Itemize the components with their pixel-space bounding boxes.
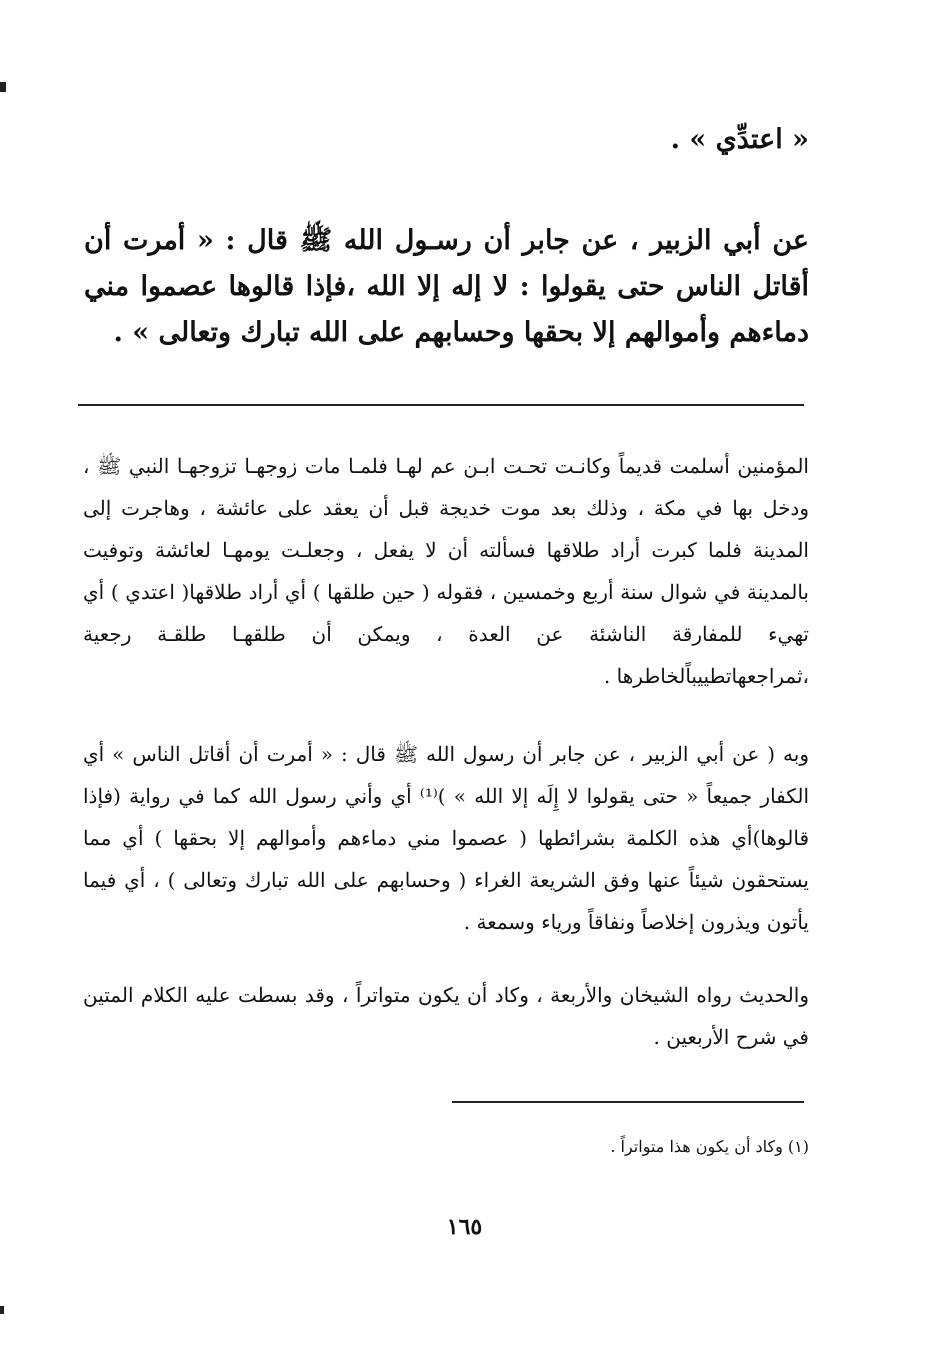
hadith-text: [84, 218, 809, 356]
commentary-paragraph-2: [83, 733, 809, 943]
commentary-paragraph-1: [83, 445, 809, 697]
commentary-paragraph-3: [83, 974, 809, 1058]
footnote: (١) وكاد أن يكون هذا متواتراً .: [610, 1137, 809, 1156]
previous-hadith-ending: « اعتدِّي » .: [670, 124, 809, 155]
page-number: ١٦٥: [446, 1214, 483, 1240]
commentary-text: والحديث رواه الشيخان والأربعة ، وكاد أن يكون متواتراً ، وقد بسطت عليه الكلام المتين في شرح الأربعين .: [83, 983, 809, 1049]
footnote-divider: [452, 1101, 804, 1103]
section-divider: [78, 404, 804, 406]
hadith-paragraph: عن أبي الزبير ، عن جابر أن رسـول الله ﷺ قال : « أمرت أن أقاتل الناس حتى يقولوا : لا إله إلا الله ،فإذا قالوها عصموا مني دماءهم وأموالهم إلا بحقها وحسابهم على الله تبارك وتعالى » .: [84, 225, 809, 348]
scan-edge-mark: [0, 1306, 4, 1314]
commentary-text: وبه ( عن أبي الزبير ، عن جابر أن رسول الله ﷺ قال : « أمرت أن أقاتل الناس » أي الكفار جميعاً « حتى يقولوا لا إِلَه إلا الله » )⁽¹⁾ أي وأني رسول الله كما في رواية (فإذا قالوها)أي هذه الكلمة بشرائطها ( عصموا مني دماءهم وأموالهم إلا بحقها ) أي مما يستحقون شيئاً عنها وفق الشريعة الغراء ( وحسابهم على الله تبارك وتعالى ) ، أي فيما يأتون ويذرون إخلاصاً ونفاقاً ورياء وسمعة .: [83, 742, 809, 934]
commentary-text: المؤمنين أسلمت قديماً وكانـت تحـت ابـن عم لهـا فلمـا مات زوجهـا تزوجهـا النبي ﷺ ، ودخل بها في مكة ، وذلك بعد موت خديجة قبل أن يعقد على عائشة ، وهاجرت إلى المدينة فلما كبرت أراد طلاقها فسألته أن لا يفعل ، وجعلـت يومهـا لعائشة وتوفيت بالمدينة في شوال سنة أربع وخمسين ، فقوله ( حين طلقها ) أي أراد طلاقها( اعتدي ) أي تهيء للمفارقة الناشئة عن العدة ، ويمكن أن طلقهـا طلقـة رجعية ،ثمراجعهاتطييباًلخاطرها .: [83, 454, 809, 688]
scan-edge-mark: [0, 82, 6, 92]
